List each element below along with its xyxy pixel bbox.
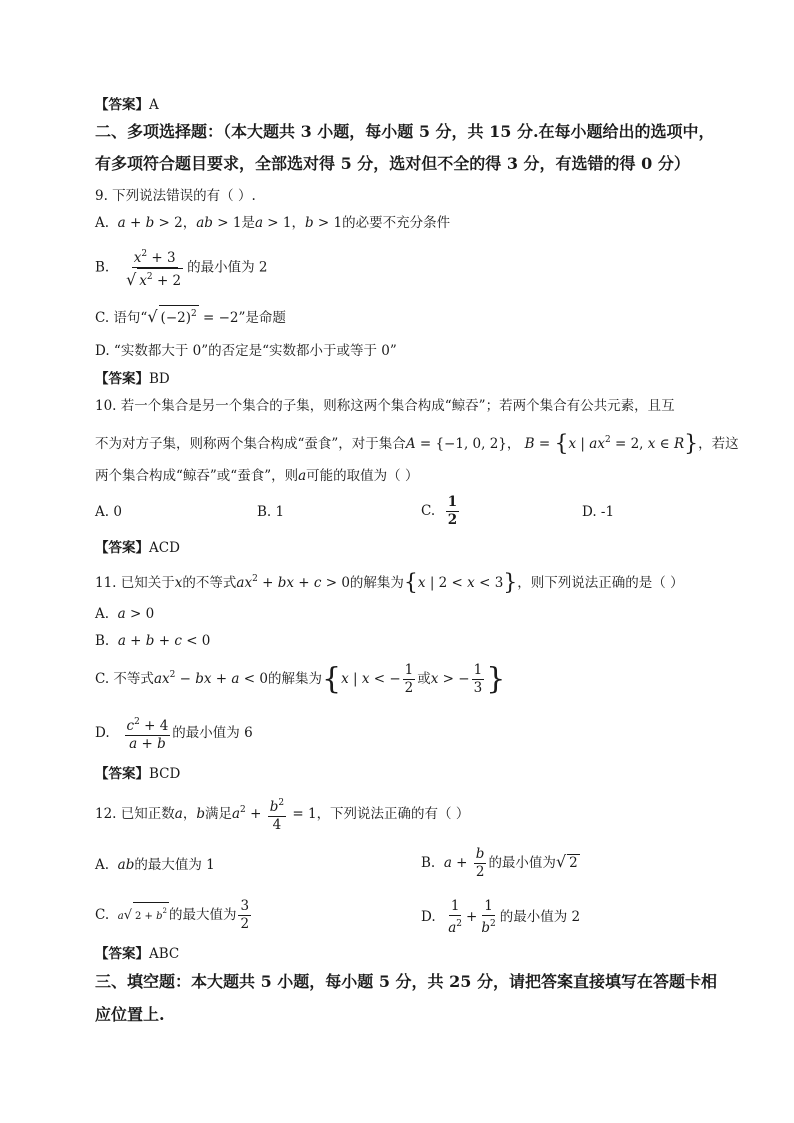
answer-value: A [149,97,159,113]
q10-line3: 两个集合构成“鲸吞”或“蚕食”，则a可能的取值为（ ） [95,468,419,484]
q10-option-a: A. 0 [95,504,122,520]
q12-answer: 【答案】ABC [95,946,180,962]
q12-option-a: A. ab的最大值为 1 [95,857,215,873]
q10-option-c: C. $\frac{1}{2}$ [421,494,458,528]
answer-label: 【答案】 [95,97,149,113]
q9-answer: 【答案】BD [95,371,170,387]
q12-option-c: C. a√ $2 + b^2$ 的最大值为 $\frac{3}{2}$ [95,898,250,932]
q10-line1: 10. 若一个集合是另一个集合的子集，则称这两个集合构成“鲸吞”；若两个集合有公共元素，且互 [95,398,675,414]
q10-option-b: B. 1 [257,504,285,520]
fraction: $\frac{1}{b^2}$ [481,898,496,936]
q11-stem: 11. 已知关于x的不等式$ax^2$ + bx + c > 0的解集为{x | 2 < x < 3}，则下列说法正确的是（ ） [95,570,684,596]
fraction: $\frac{1}{a^2}$ [448,898,463,936]
q12-option-b: B. a + $\frac{b}{2}$ 的最小值为√ 2 [421,846,578,880]
q11-option-d: D. $\frac{c^2 + 4}{a + b}$ 的最小值为 6 [95,714,253,754]
q11-option-a: A. a > 0 [95,606,155,622]
q10-option-d: D. -1 [582,504,615,520]
fraction: $\frac{3}{2}$ [240,898,250,932]
q12-stem: 12. 已知正数a，b满足$a^2$ + $\frac{b^2}{4}$ = 1，下列说法正确的有（ ） [95,795,469,835]
q10-line2: 不为对方子集，则称两个集合构成“蚕食”，对于集合A = {−1, 0, 2}， B = {x | $ax^2 = 2$, x ∈ R}，若这 [95,431,739,457]
q9-option-b: B. $\frac{x^2 + 3}{√ x^2 + 2}$ 的最小值为 2 [95,246,268,286]
q9-option-c: C. 语句“√ $(-2)^2 = -2$”是命题 [95,307,286,326]
fraction: $\frac{c^2 + 4}{a + b}$ [125,714,171,753]
fraction: $\frac{x^2 + 3}{√ x^2 + 2}$ [124,246,185,290]
q10-answer: 【答案】ACD [95,540,180,556]
q11-option-c: C. 不等式$ax^2$ − bx + a < 0的解集为{x | x < − $\frac{1}{2}$ 或x > − $\frac{1}{3}$ } [95,661,506,697]
section2-line2: 有多项符合题目要求，全部选对得 5 分，选对但不全的得 3 分，有选错的得 0 分） [95,154,690,173]
q9-stem: 9. 下列说法错误的有（ ）. [95,188,256,204]
q12-option-d: D. $\frac{1}{a^2}$ + $\frac{1}{b^2}$ 的最小值为 2 [421,898,581,936]
q11-answer: 【答案】BCD [95,766,181,782]
fraction: $\frac{b}{2}$ [475,846,485,880]
q8-answer [95,95,159,115]
section3-line1: 三、填空题：本大题共 5 小题，每小题 5 分，共 25 分，请把答案直接填写在答题卡相 [95,972,717,991]
fraction: $\frac{b^2}{4}$ [268,795,286,834]
q11-option-b: B. a + b + c < 0 [95,633,211,649]
section3-line2: 应位置上. [95,1005,165,1024]
q9-option-a: A. a + b > 2，ab > 1是a > 1，b > 1的必要不充分条件 [95,215,451,231]
q9-option-d: D. “实数都大于 0”的否定是“实数都小于或等于 0” [95,343,397,359]
fraction: $\frac{1}{2}$ [447,494,458,528]
section2-line1: 二、多项选择题：（本大题共 3 小题，每小题 5 分，共 15 分.在每小题给出的选项中， [95,122,715,141]
fraction: $\frac{1}{2}$ [404,662,414,696]
fraction: $\frac{1}{3}$ [473,662,483,696]
